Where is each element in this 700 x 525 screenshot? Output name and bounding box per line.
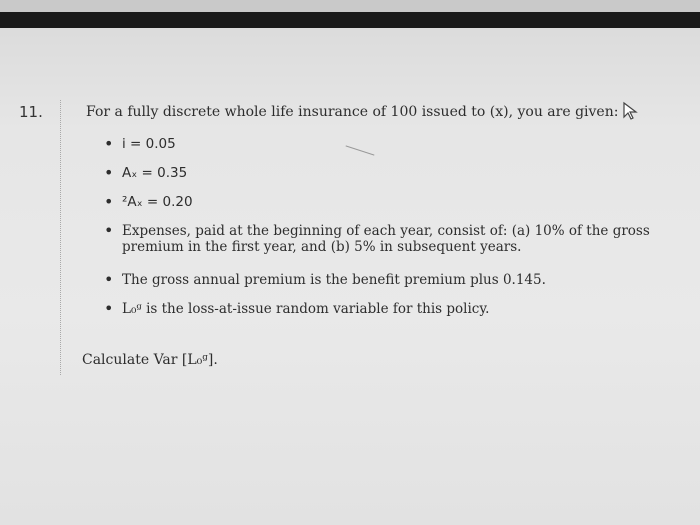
question-number: 11. [19, 103, 43, 121]
monitor-bezel [0, 12, 700, 28]
givens-list [102, 126, 692, 317]
given-2ax: • ²Aₓ = 0.20 [102, 194, 692, 210]
given-ax: • Aₓ = 0.35 [102, 165, 692, 181]
question-stem: For a fully discrete whole life insurance of 100 issued to (x), you are given: [86, 104, 619, 120]
mouse-pointer-icon [622, 101, 638, 121]
margin-guide [60, 100, 61, 375]
photo-top-edge [0, 0, 700, 12]
calculate-prompt: Calculate Var [L₀ᵍ]. [82, 352, 218, 368]
given-interest: • i = 0.05 [102, 136, 692, 152]
given-gross-premium: • The gross annual premium is the benefit premium plus 0.145. [102, 272, 692, 288]
given-loss-variable: • L₀ᵍ is the loss-at-issue random variable for this policy. [102, 301, 692, 317]
given-expenses: • Expenses, paid at the beginning of each year, consist of: (a) 10% of the gross premium in the first year, and (b) 5% in subsequent years. [102, 223, 692, 255]
